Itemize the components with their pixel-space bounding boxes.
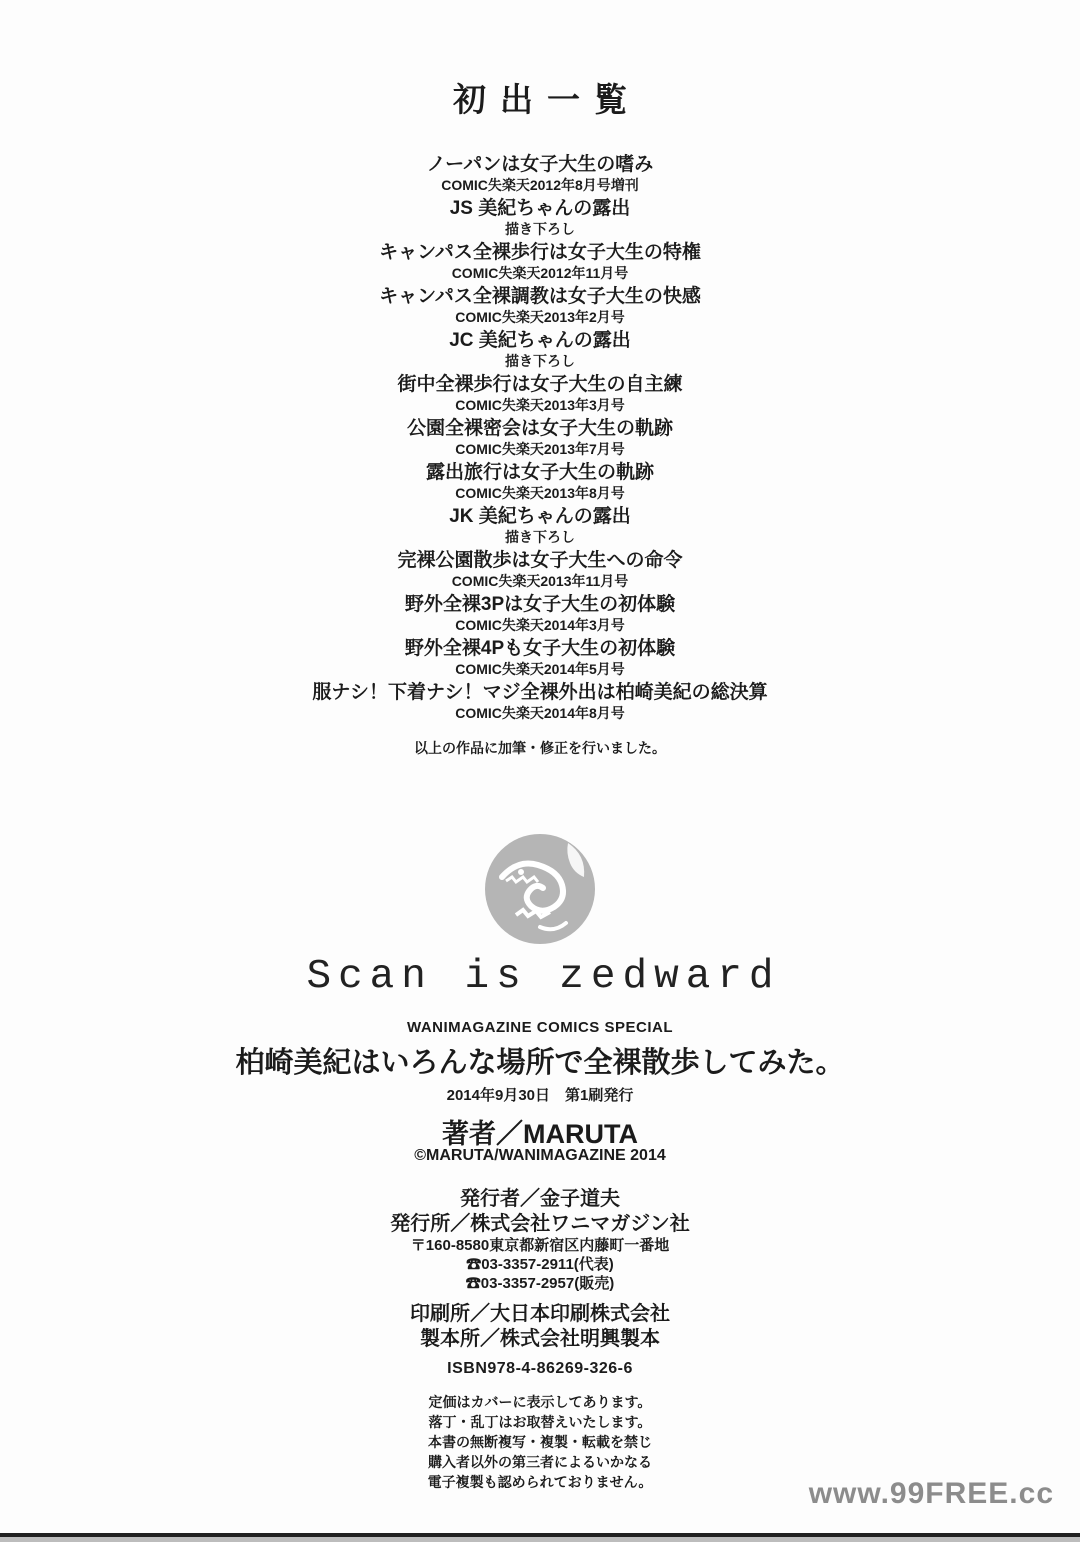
entry-source: COMIC失楽天2013年2月号 bbox=[455, 309, 625, 325]
publication-entry bbox=[0, 505, 1080, 545]
copyright-line: ©MARUTA/WANIMAGAZINE 2014 bbox=[414, 1147, 666, 1164]
crocodile-stamp-icon bbox=[482, 831, 598, 947]
printer-line: 印刷所／大日本印刷株式会社 bbox=[410, 1303, 670, 1325]
publication-entry bbox=[0, 285, 1080, 325]
legal-line: 購入者以外の第三者によるいかなる bbox=[428, 1454, 652, 1470]
publication-entry bbox=[0, 153, 1080, 193]
entry-source: 描き下ろし bbox=[505, 221, 575, 237]
entry-source: COMIC失楽天2014年8月号 bbox=[455, 705, 625, 721]
entry-title: 街中全裸歩行は女子大生の自主練 bbox=[397, 374, 683, 395]
entry-title: 露出旅行は女子大生の軌跡 bbox=[425, 462, 654, 483]
publication-entry bbox=[0, 329, 1080, 369]
scanner-credit: Scan is zedward bbox=[306, 954, 781, 1000]
entry-title: JK 美紀ちゃんの露出 bbox=[449, 506, 631, 527]
legal-line: 本書の無断複写・複製・転載を禁じ bbox=[428, 1434, 652, 1450]
entry-title: ノーパンは女子大生の嗜み bbox=[426, 154, 654, 175]
entry-title: キャンパス全裸調教は女子大生の快感 bbox=[379, 286, 701, 307]
entry-source: COMIC失楽天2014年5月号 bbox=[455, 661, 625, 677]
publication-list bbox=[0, 153, 1080, 725]
entry-source: 描き下ろし bbox=[505, 353, 575, 369]
publisher-person-line: 発行者／金子道夫 bbox=[460, 1188, 620, 1210]
entry-source: 描き下ろし bbox=[505, 529, 575, 545]
publication-entry bbox=[0, 549, 1080, 589]
entry-title: 完裸公園散歩は女子大生への命令 bbox=[397, 550, 683, 571]
entry-title: JC 美紀ちゃんの露出 bbox=[449, 330, 631, 351]
book-title: 柏崎美紀はいろんな場所で全裸散歩してみた。 bbox=[235, 1047, 845, 1079]
entry-source: COMIC失楽天2013年11月号 bbox=[451, 573, 629, 589]
publication-entry bbox=[0, 417, 1080, 457]
isbn: ISBN978-4-86269-326-6 bbox=[447, 1360, 633, 1377]
phone-main: ☎03-3357-2911(代表) bbox=[466, 1256, 614, 1273]
page-title: 初出一覧 bbox=[453, 81, 641, 118]
phone-sales: ☎03-3357-2957(販売) bbox=[465, 1275, 615, 1292]
entry-title: キャンパス全裸歩行は女子大生の特権 bbox=[379, 242, 701, 263]
scan-edge-shadow bbox=[0, 1537, 1080, 1542]
author-line: 著者／MARUTA bbox=[442, 1119, 638, 1149]
entry-title: 公園全裸密会は女子大生の軌跡 bbox=[406, 418, 673, 439]
entry-source: COMIC失楽天2012年8月号増刊 bbox=[441, 177, 639, 193]
publication-entry bbox=[0, 593, 1080, 633]
publication-entry bbox=[0, 197, 1080, 237]
entry-source: COMIC失楽天2013年8月号 bbox=[455, 485, 625, 501]
entry-source: COMIC失楽天2012年11月号 bbox=[451, 265, 629, 281]
entry-title: JS 美紀ちゃんの露出 bbox=[449, 198, 631, 219]
legal-line: 落丁・乱丁はお取替えいたします。 bbox=[428, 1414, 652, 1430]
revision-note: 以上の作品に加筆・修正を行いました。 bbox=[414, 740, 666, 756]
print-date: 2014年9月30日 第1刷発行 bbox=[446, 1087, 634, 1104]
legal-line: 電子複製も認められておりません。 bbox=[427, 1474, 653, 1490]
entry-source: COMIC失楽天2014年3月号 bbox=[455, 617, 625, 633]
wanimagazine-crocodile-logo bbox=[482, 831, 598, 947]
bindery-line: 製本所／株式会社明興製本 bbox=[420, 1328, 660, 1350]
publication-entry bbox=[0, 461, 1080, 501]
legal-line: 定価はカバーに表示してあります。 bbox=[428, 1394, 652, 1410]
publisher-address: 〒160-8580東京都新宿区内藤町一番地 bbox=[410, 1237, 670, 1254]
publication-entry bbox=[0, 241, 1080, 281]
entry-title: 服ナシ！下着ナシ！マジ全裸外出は柏崎美紀の総決算 bbox=[312, 682, 768, 703]
publication-entry bbox=[0, 637, 1080, 677]
entry-source: COMIC失楽天2013年3月号 bbox=[455, 397, 625, 413]
watermark-url: www.99FREE.cc bbox=[808, 1477, 1054, 1510]
entry-title: 野外全裸3Pは女子大生の初体験 bbox=[404, 594, 676, 615]
imprint-label: WANIMAGAZINE COMICS SPECIAL bbox=[406, 1019, 673, 1036]
entry-source: COMIC失楽天2013年7月号 bbox=[455, 441, 625, 457]
publisher-company-line: 発行所／株式会社ワニマガジン社 bbox=[390, 1213, 690, 1235]
publication-entry bbox=[0, 681, 1080, 721]
publication-entry bbox=[0, 373, 1080, 413]
entry-title: 野外全裸4Pも女子大生の初体験 bbox=[404, 638, 676, 659]
